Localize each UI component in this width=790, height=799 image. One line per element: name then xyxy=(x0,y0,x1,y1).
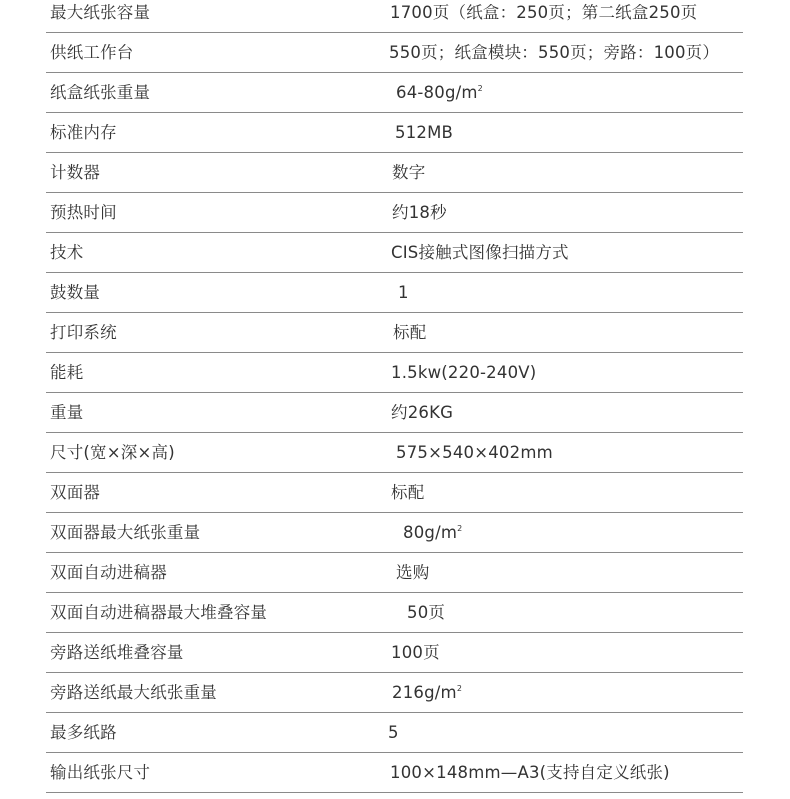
spec-label: 旁路送纸堆叠容量 xyxy=(50,643,184,662)
spec-row-bypass-max-paper-weight xyxy=(46,673,743,713)
spec-value: 1700页（纸盒：250页；第二纸盒250页 xyxy=(390,3,698,22)
spec-label: 预热时间 xyxy=(50,203,117,222)
spec-value: 标配 xyxy=(393,323,427,342)
spec-value: 5 xyxy=(388,723,399,742)
spec-value: 选购 xyxy=(396,563,430,582)
spec-row-duplex-adf xyxy=(46,553,743,593)
spec-row-bypass-stack-capacity xyxy=(46,633,743,673)
spec-row-dimensions xyxy=(46,433,743,473)
spec-label: 重量 xyxy=(50,403,84,422)
spec-row-duplexer-max-paper-weight xyxy=(46,513,743,553)
spec-value: 数字 xyxy=(392,163,426,182)
spec-row-paper-feed-table xyxy=(46,33,743,73)
spec-label: 计数器 xyxy=(50,163,101,182)
spec-row-tray-paper-weight xyxy=(46,73,743,113)
spec-row-technology xyxy=(46,233,743,273)
spec-value xyxy=(403,513,462,552)
spec-label: 双面器 xyxy=(50,483,101,502)
spec-label: 输出纸张尺寸 xyxy=(50,763,151,782)
spec-label: 最多纸路 xyxy=(50,723,117,742)
superscript: 2 xyxy=(457,524,463,533)
spec-value: 1 xyxy=(398,283,409,302)
spec-label: 纸盒纸张重量 xyxy=(50,83,151,102)
spec-value-text: 216g/m xyxy=(392,683,457,702)
spec-value: 50页 xyxy=(407,603,446,622)
spec-value xyxy=(392,673,462,712)
spec-value-text: 80g/m xyxy=(403,523,458,542)
spec-value: CIS接触式图像扫描方式 xyxy=(391,243,569,262)
spec-value: 100×148mm—A3(支持自定义纸张) xyxy=(390,763,670,782)
spec-value: 1.5kw(220-240V) xyxy=(391,363,537,382)
spec-row-warmup-time xyxy=(46,193,743,233)
spec-label: 旁路送纸最大纸张重量 xyxy=(50,683,217,702)
spec-label: 双面器最大纸张重量 xyxy=(50,523,201,542)
spec-value: 标配 xyxy=(391,483,425,502)
spec-row-drum-count xyxy=(46,273,743,313)
spec-value: 100页 xyxy=(391,643,440,662)
spec-row-standard-memory xyxy=(46,113,743,153)
spec-value: 约26KG xyxy=(391,403,454,422)
spec-value-text: 64-80g/m xyxy=(396,83,478,102)
superscript: 2 xyxy=(477,84,483,93)
spec-value: 约18秒 xyxy=(392,203,447,222)
spec-row-weight xyxy=(46,393,743,433)
spec-row-duplex-adf-max-stack xyxy=(46,593,743,633)
spec-label: 能耗 xyxy=(50,363,84,382)
spec-row-power-consumption xyxy=(46,353,743,393)
spec-row-counter xyxy=(46,153,743,193)
spec-row-max-paper-capacity xyxy=(46,0,743,33)
spec-value: 575×540×402mm xyxy=(396,443,553,462)
spec-row-max-paper-paths xyxy=(46,713,743,753)
spec-value xyxy=(396,73,483,112)
spec-label: 打印系统 xyxy=(50,323,117,342)
spec-label: 供纸工作台 xyxy=(50,43,134,62)
spec-label: 技术 xyxy=(50,243,84,262)
spec-value: 550页；纸盒模块：550页；旁路：100页） xyxy=(389,43,720,62)
spec-label: 双面自动进稿器最大堆叠容量 xyxy=(50,603,268,622)
superscript: 2 xyxy=(456,684,463,693)
spec-value: 512MB xyxy=(395,123,454,142)
spec-label: 双面自动进稿器 xyxy=(50,563,167,582)
spec-row-output-paper-size xyxy=(46,753,743,793)
spec-label: 最大纸张容量 xyxy=(50,3,151,22)
spec-row-duplexer xyxy=(46,473,743,513)
spec-row-print-system xyxy=(46,313,743,353)
spec-label: 标准内存 xyxy=(50,123,117,142)
spec-label: 鼓数量 xyxy=(50,283,101,302)
spec-label: 尺寸(宽×深×高) xyxy=(50,443,175,462)
